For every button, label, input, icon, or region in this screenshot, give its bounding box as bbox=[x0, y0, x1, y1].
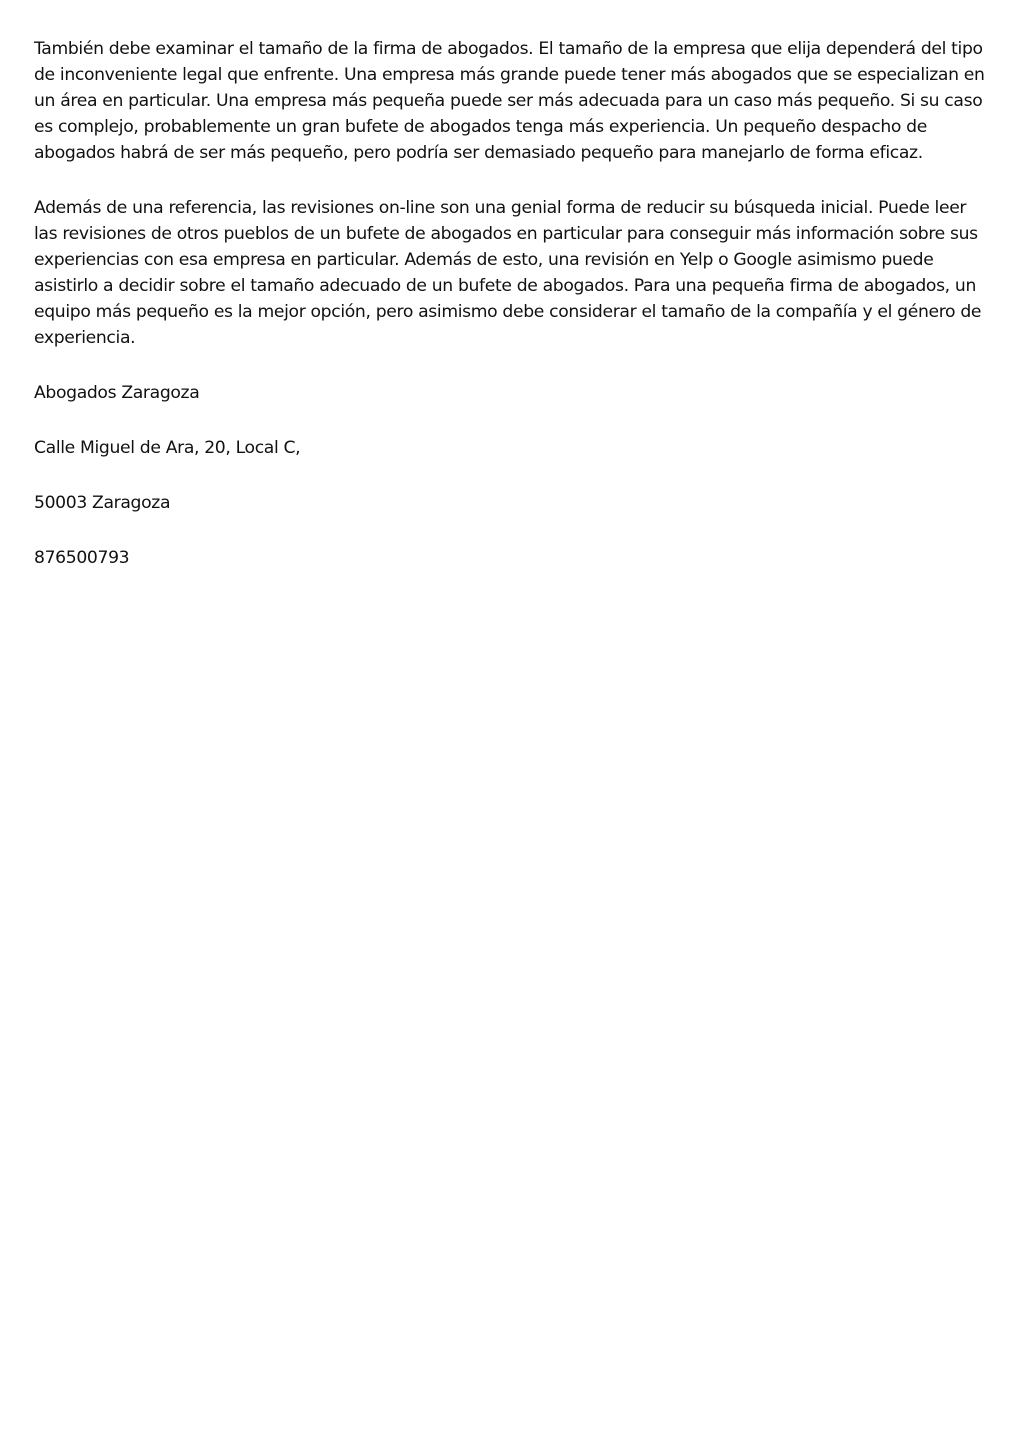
document-page bbox=[34, 36, 994, 600]
paragraph-online-reviews: Además de una referencia, las revisiones on-line son una genial forma de reducir su búsqueda inicial. Puede leer las revisiones de otros pueblos de un bufete de abogados en particular para conseguir más información sobre sus experiencias con esa empresa en particular. Además de esto, una revisión en Yelp o Google asimismo puede asistirlo a decidir sobre el tamaño adecuado de un bufete de abogados. Para una pequeña firma de abogados, un equipo más pequeño es la mejor opción, pero asimismo debe considerar el tamaño de la compañía y el género de experiencia. bbox=[34, 198, 982, 348]
paragraph-law-firm-size: También debe examinar el tamaño de la firma de abogados. El tamaño de la empresa que elija dependerá del tipo de inconveniente legal que enfrente. Una empresa más grande puede tener más abogados que se especializan en un área en particular. Una empresa más pequeña puede ser más adecuada para un caso más pequeño. Si su caso es complejo, probablemente un gran bufete de abogados tenga más experiencia. Un pequeño despacho de abogados habrá de ser más pequeño, pero podría ser demasiado pequeño para manejarlo de forma eficaz. bbox=[34, 39, 985, 163]
contact-phone: 876500793 bbox=[34, 548, 130, 568]
contact-street: Calle Miguel de Ara, 20, Local C, bbox=[34, 438, 301, 458]
contact-name: Abogados Zaragoza bbox=[34, 383, 200, 403]
contact-city: 50003 Zaragoza bbox=[34, 493, 171, 513]
